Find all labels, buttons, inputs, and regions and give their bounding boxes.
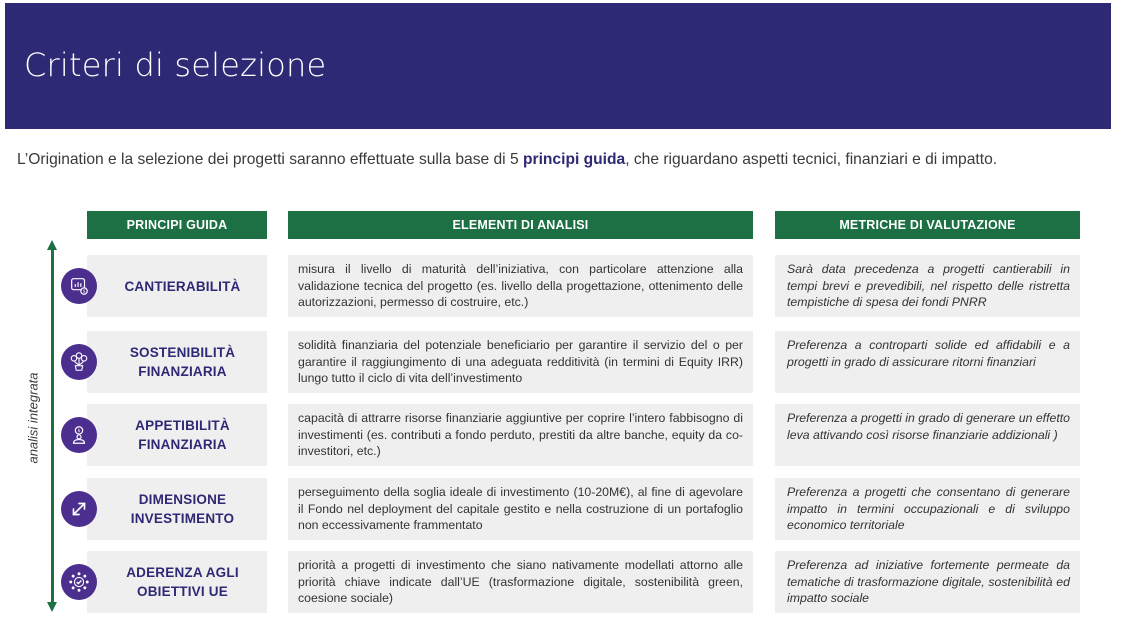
- principio-label: APPETIBILITÀ FINANZIARIA: [135, 418, 230, 452]
- principio-label: CANTIERABILITÀ: [124, 278, 241, 294]
- metrica-cell: [775, 551, 1080, 613]
- chart-coin-icon: [61, 268, 97, 304]
- metrica-text: Preferenza a progetti in grado di generare un effetto leva attivando così risorse finanziarie addizionali ): [787, 411, 1071, 442]
- principio-label: SOSTENIBILITÀ FINANZIARIA: [129, 345, 236, 379]
- elemento-cell: [288, 255, 753, 317]
- metrica-cell: [775, 255, 1080, 317]
- elemento-cell: [288, 404, 753, 466]
- metrica-cell: [775, 478, 1080, 540]
- principio-label: ADERENZA AGLI OBIETTIVI UE: [126, 565, 239, 599]
- header-elementi-di-analisi: ELEMENTI DI ANALISI: [288, 211, 753, 239]
- elemento-cell: [288, 331, 753, 393]
- svg-text:$: $: [82, 289, 86, 295]
- side-label-text: analisi integrata: [25, 372, 41, 464]
- elemento-text: perseguimento della soglia ideale di investimento (10-20M€), al fine di agevolare il Fondo nel deployment del capitale gestito e nella costruzione di un portafoglio non eccessivamente frammentato: [298, 485, 743, 532]
- criteria-row-cantierabilita: [0, 255, 1127, 317]
- elemento-text: capacità di attrarre risorse finanziarie aggiuntive per coprire l’intero fabbisogno di investimenti (es. contributi a fondo perduto, prestiti da altre banche, equity da co-investitori, etc.): [298, 411, 743, 458]
- metrica-cell: [775, 404, 1080, 466]
- metrica-text: Sarà data precedenza a progetti cantierabili in tempi brevi e prevedibili, nel rispetto delle ristretta tempistiche di spesa dei fondi PNRR: [787, 262, 1070, 309]
- page-title: Criteri di selezione: [24, 46, 327, 84]
- arrow-up-icon: [47, 240, 57, 250]
- metrica-cell: [775, 331, 1080, 393]
- criteria-row-aderenza: [0, 551, 1127, 613]
- elemento-text: solidità finanziaria del potenziale beneficiario per garantire il servizio del o per garantire il raggiungimento di una adeguata redditività (in termini di Equity IRR) lungo tutto il ciclo di vita dell’investimento: [298, 338, 743, 385]
- intro-highlight: principi guida: [522, 151, 626, 168]
- criteria-row-appetibilita: [0, 404, 1127, 466]
- money-plant-icon: [61, 344, 97, 380]
- criteria-row-dimensione: [0, 478, 1127, 540]
- principio-label: DIMENSIONE INVESTIMENTO: [130, 492, 235, 526]
- criteria-row-sostenibilita: [0, 331, 1127, 393]
- header-principi-guida: PRINCIPI GUIDA: [87, 211, 267, 239]
- header-metriche-di-valutazione: METRICHE DI VALUTAZIONE: [775, 211, 1080, 239]
- metrica-text: Preferenza ad iniziative fortemente permeate da tematiche di trasformazione digitale, sostenibilità ed impatto sociale: [787, 558, 1070, 605]
- elemento-cell: [288, 478, 753, 540]
- eu-check-icon: [61, 564, 97, 600]
- metrica-text: Preferenza a progetti che consentano di generare impatto in termini occupazionali e di sviluppo economico territoriale: [787, 485, 1070, 532]
- metrica-text: Preferenza a controparti solide ed affidabili e a progetti in grado di assicurare ritorni finanziari: [787, 338, 1070, 369]
- elemento-text: priorità a progetti di investimento che siano nativamente modellati attorno alle priorità chiave indicate dall’UE (trasformazione digitale, sostenibilità green, coesione sociale): [298, 558, 743, 605]
- investor-icon: [61, 417, 97, 453]
- intro-text: L’Origination e la selezione dei progetti saranno effettuate sulla base di 5: [17, 151, 523, 168]
- intro-paragraph: [17, 147, 1110, 172]
- svg-text:$: $: [77, 429, 81, 435]
- elemento-text: misura il livello di maturità dell’iniziativa, con particolare attenzione alla validazione tecnica del progetto (es. livello della progettazione, ottenimento delle autorizzazioni, permesso di costruire, etc.): [298, 262, 743, 309]
- intro-text-end: , che riguardano aspetti tecnici, finanziari e di impatto.: [625, 151, 998, 168]
- expand-arrows-icon: [61, 491, 97, 527]
- elemento-cell: [288, 551, 753, 613]
- title-banner: [5, 3, 1111, 129]
